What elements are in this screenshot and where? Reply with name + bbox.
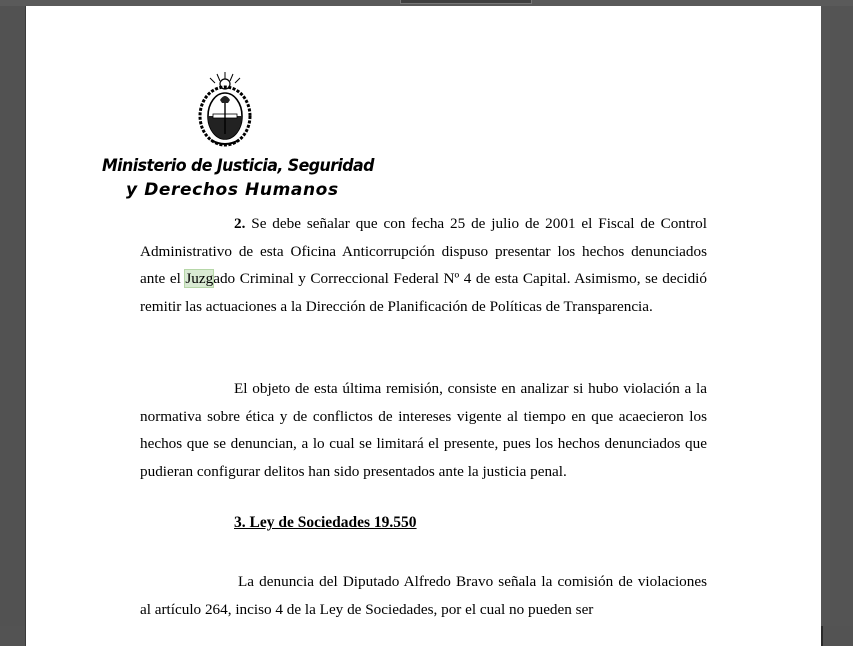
ministry-name-line2: y Derechos Humanos [126, 180, 339, 200]
viewer-side-margin [821, 6, 853, 626]
national-coat-of-arms-icon [197, 70, 253, 148]
paragraph-text: El objeto de esta última remisión, consiste en analizar si hubo violación a la normativa sobre ética y de conflictos de intereses vigente al tiempo en que acaecieron los hechos que se denuncian, a lo cual se limitará el presente, pues los hechos denunciados que pudieran configurar delitos han sido presentados ante la justicia penal. [140, 380, 707, 480]
document-page [26, 6, 821, 646]
paragraph-2 [140, 210, 707, 320]
paragraph-number: 2. [234, 215, 246, 232]
paragraph-text-part2: Criminal y Correccional Federal Nº 4 de esta Capital. Asimismo, se decidió remitir las actuaciones a la Dirección de Planificación de Políticas de Transparencia. [140, 270, 707, 315]
ministry-name-line1: Ministerio de Justicia, Seguridad [102, 156, 374, 176]
paragraph-denuncia [140, 568, 707, 623]
search-highlight[interactable]: Juzg [185, 270, 214, 288]
toolbar-tab[interactable] [400, 0, 532, 4]
paragraph-text: La denuncia del Diputado Alfredo Bravo señala la comisión de violaciones al artículo 264, inciso 4 de la Ley de Sociedades, por el cual no pueden ser [140, 573, 707, 618]
section-heading: 3. Ley de Sociedades 19.550 [234, 514, 417, 531]
paragraph-object [140, 375, 707, 485]
paragraph-text-word-end: ado [213, 270, 236, 288]
paragraph-text-part1: Se debe señalar que con fecha 25 de julio de 2001 el Fiscal de Control Administrativo de esta Oficina Anticorrupción dispuso presentar los hechos denunciados ante el [140, 215, 707, 288]
ministry-header [102, 154, 374, 202]
